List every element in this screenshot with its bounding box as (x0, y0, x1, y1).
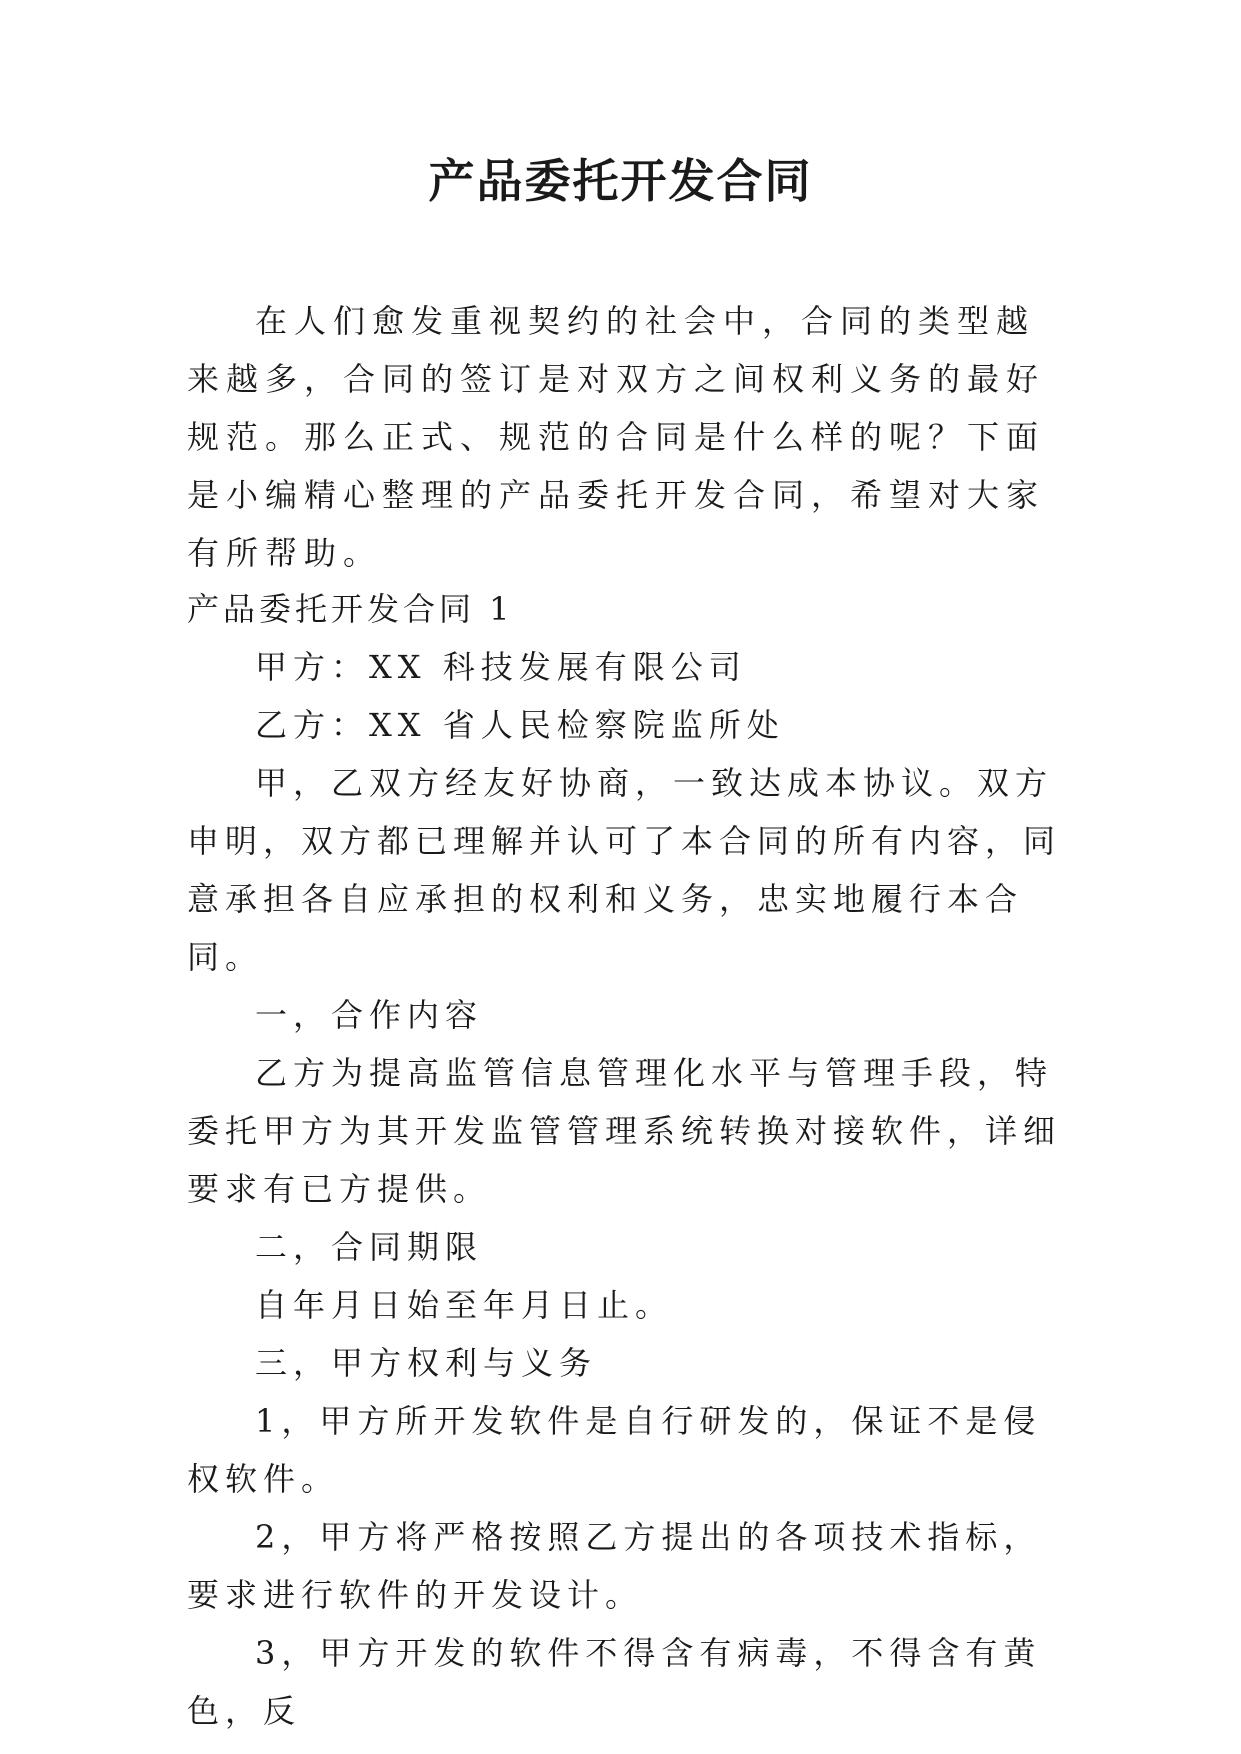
clause-heading: 三，甲方权利与义务 (255, 1344, 598, 1382)
clause-item: 2，甲方将严格按照乙方提出的各项技术指标，要求进行软件的开发设计。 (187, 1518, 1042, 1614)
clause-item: 3，甲方开发的软件不得含有病毒，不得含有黄色，反 (187, 1634, 1042, 1730)
intro-paragraph: 在人们愈发重视契约的社会中，合同的类型越来越多，合同的签订是对双方之间权利义务的最好规范。那么正式、规范的合同是什么样的呢？下面是小编精心整理的产品委托开发合同，希望对大家有所帮助。 (187, 302, 1046, 572)
document-title: 产品委托开发合同 (428, 154, 813, 208)
party-b-line: 乙方：XX 省人民检察院监所处 (255, 706, 785, 744)
agreement-paragraph: 甲，乙双方经友好协商，一致达成本协议。双方申明，双方都已理解并认可了本合同的所有内容，同意承担各自应承担的权利和义务，忠实地履行本合同。 (187, 764, 1062, 976)
section-heading: 产品委托开发合同 1 (187, 590, 514, 628)
contract-body (187, 638, 1067, 1740)
clause-item: 1，甲方所开发软件是自行研发的，保证不是侵权软件。 (187, 1402, 1042, 1498)
party-a-line: 甲方：XX 科技发展有限公司 (255, 648, 747, 686)
clause-heading: 二，合同期限 (255, 1228, 484, 1266)
clause-paragraph: 自年月日始至年月日止。 (255, 1286, 674, 1324)
clause-heading: 一，合作内容 (255, 996, 484, 1034)
clause-paragraph: 乙方为提高监管信息管理化水平与管理手段，特委托甲方为其开发监管管理系统转换对接软件，详细要求有已方提供。 (187, 1054, 1062, 1208)
